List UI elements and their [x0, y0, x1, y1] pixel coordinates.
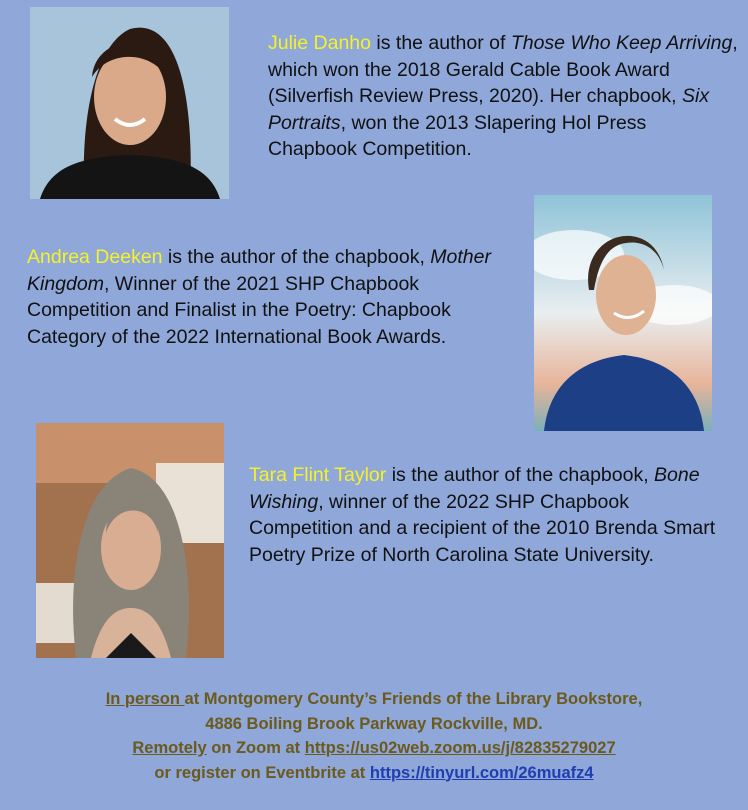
portrait-image [534, 195, 712, 431]
portrait-image [30, 7, 229, 199]
author-photo-julie-danho [30, 7, 229, 199]
portrait-image [36, 423, 224, 658]
book-title: Bone Wishing [249, 464, 700, 513]
address-line: 4886 Boiling Brook Parkway Rockville, MD. [205, 714, 543, 733]
author-photo-tara-flint-taylor [36, 423, 224, 658]
author-name: Tara Flint Taylor [249, 464, 387, 486]
book-title: Those Who Keep Arriving [510, 32, 733, 54]
author-bio-andrea-deeken: Andrea Deeken is the author of the chapbook, Mother Kingdom, Winner of the 2021 SHP Chapbook Competition and Finalist in the Poetry: Chapbook Category of the 2022 International Book Awards. [27, 246, 491, 348]
register-line: or register on Eventbrite at https://tinyurl.com/26muafz4 [154, 763, 594, 782]
remotely-label: Remotely [132, 739, 207, 757]
author-bio-julie-danho: Julie Danho is the author of Those Who Keep Arriving, which won the 2018 Gerald Cable Book Award (Silverfish Review Press, 2020). Her chapbook, Six Portraits, won the 2013 Slapering Hol Press Chapbook Competition. [268, 32, 738, 160]
book-title: Six Portraits [268, 85, 710, 134]
author-name: Julie Danho [268, 32, 371, 54]
remote-line: Remotely on Zoom at https://us02web.zoom.us/j/82835279027 [132, 739, 616, 757]
author-name: Andrea Deeken [27, 246, 163, 268]
event-details [0, 687, 748, 785]
in-person-line: In person at Montgomery County’s Friends of the Library Bookstore, [105, 690, 643, 708]
author-bio-tara-flint-taylor: Tara Flint Taylor is the author of the chapbook, Bone Wishing, winner of the 2022 SHP Chapbook Competition and a recipient of the 2010 Brenda Smart Poetry Prize of North Carolina State University. [249, 464, 716, 566]
zoom-link[interactable]: https://us02web.zoom.us/j/82835279027 [304, 739, 616, 757]
author-photo-andrea-deeken [534, 195, 712, 431]
eventbrite-link[interactable]: https://tinyurl.com/26muafz4 [369, 763, 594, 782]
book-title: Mother Kingdom [27, 246, 491, 295]
in-person-label: In person [105, 690, 185, 708]
